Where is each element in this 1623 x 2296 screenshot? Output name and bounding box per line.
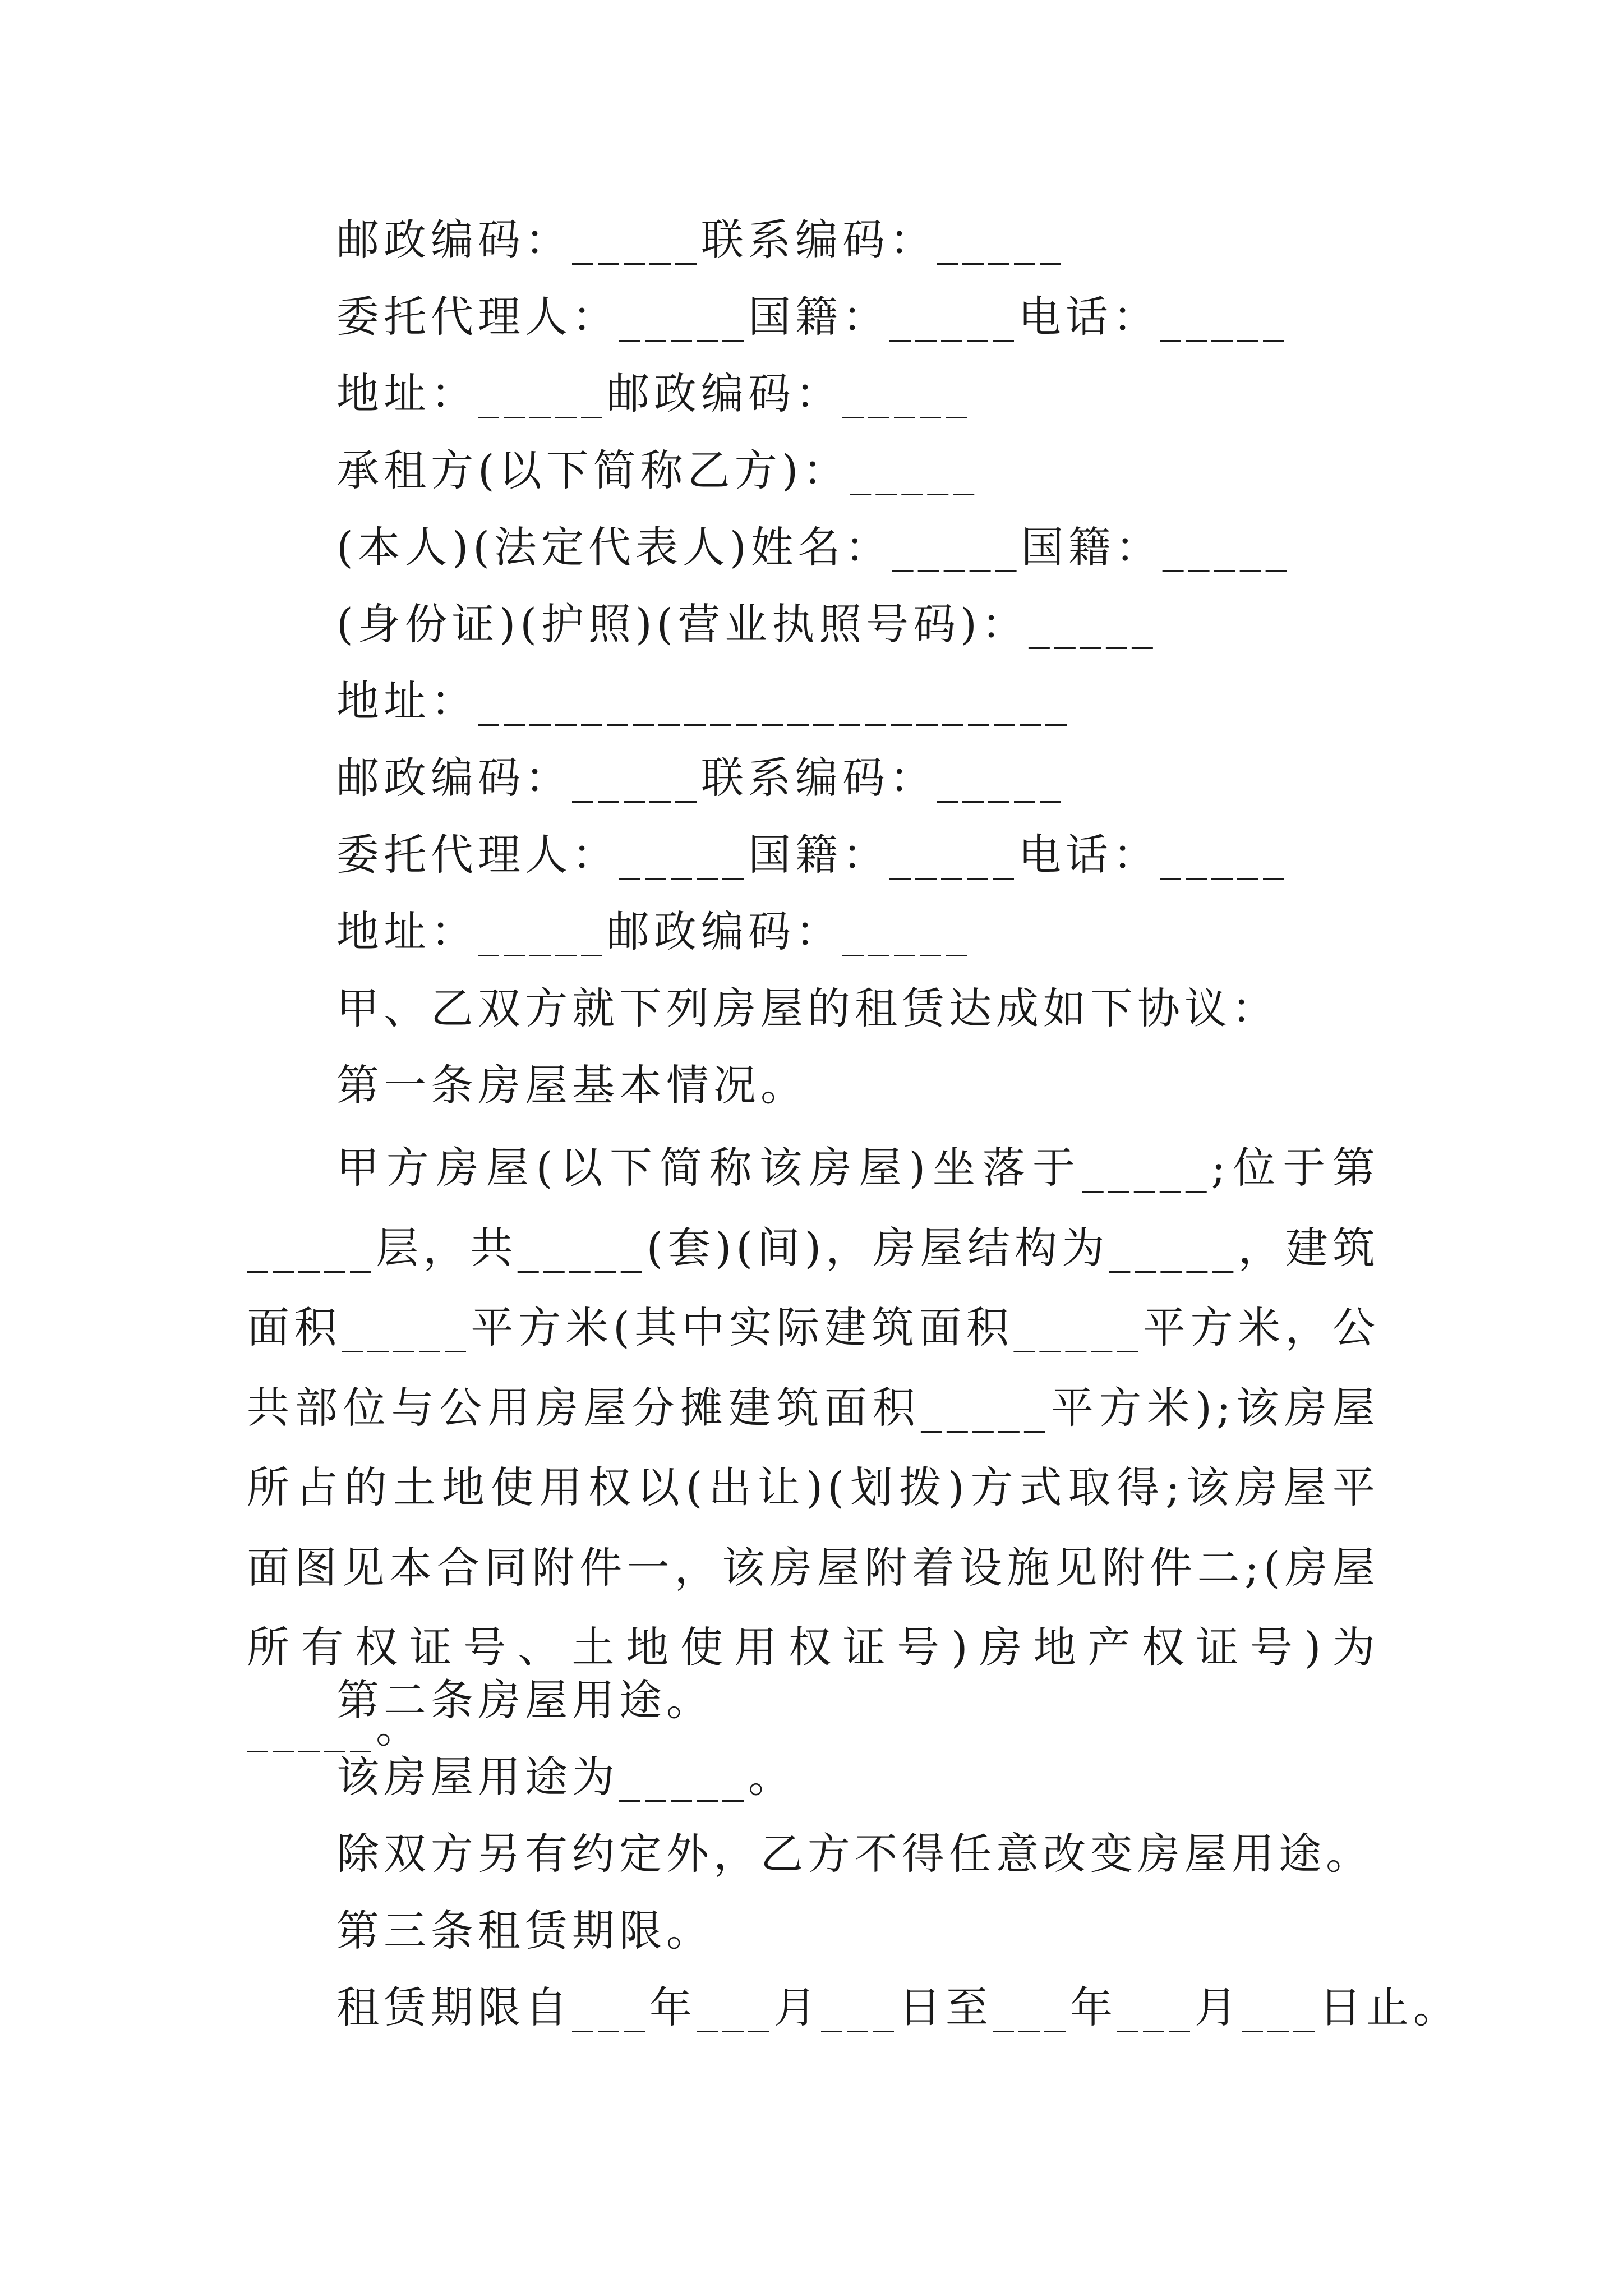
agreement-intro-line: 甲、乙双方就下列房屋的租赁达成如下协议： <box>336 983 1279 1033</box>
lessor-agent-address-line: 地址：_____邮政编码：_____ <box>336 369 971 418</box>
article-1-paragraph: 甲方房屋(以下简称该房屋)坐落于_____;位于第_____层，共_____(套)(间)，房屋结构为_____，建筑面积_____平方米(其中实际建筑面积_____平方米，公共部位与公用房屋分摊建筑面积_____平方米);该房屋所占的土地使用权以(出让)(划拨)方式取得;该房屋平面图见本合同附件一，该房屋附着设施见附件二;(房屋所有权证号、土地使用权证号)房地产权证号)为_____。 <box>247 1143 1380 1752</box>
lessee-address-line: 地址：_______________________ <box>336 676 1071 726</box>
lessee-postal-contact-line: 邮政编码：_____联系编码：_____ <box>336 753 1066 803</box>
article-3-heading: 第三条租赁期限。 <box>336 1906 713 1955</box>
lessee-agent-address-line: 地址：_____邮政编码：_____ <box>336 907 971 956</box>
article-1-heading: 第一条房屋基本情况。 <box>336 1060 808 1110</box>
lessee-heading-line: 承租方(以下简称乙方)：_____ <box>336 445 979 495</box>
lessor-agent-line: 委托代理人：_____国籍：_____电话：_____ <box>336 292 1289 342</box>
lessee-agent-line: 委托代理人：_____国籍：_____电话：_____ <box>336 830 1289 880</box>
lessee-name-line: (本人)(法定代表人)姓名：_____国籍：_____ <box>336 522 1292 572</box>
usage-restriction-line: 除双方另有约定外，乙方不得任意改变房屋用途。 <box>336 1829 1373 1879</box>
lessee-id-line: (身份证)(护照)(营业执照号码)：_____ <box>336 599 1158 649</box>
lessor-postal-contact-line: 邮政编码：_____联系编码：_____ <box>336 215 1066 265</box>
lease-term-line: 租赁期限自___年___月___日至___年___月___日止。 <box>336 1982 1460 2032</box>
usage-line: 该房屋用途为_____。 <box>336 1752 795 1802</box>
article-2-heading: 第二条房屋用途。 <box>336 1675 713 1725</box>
